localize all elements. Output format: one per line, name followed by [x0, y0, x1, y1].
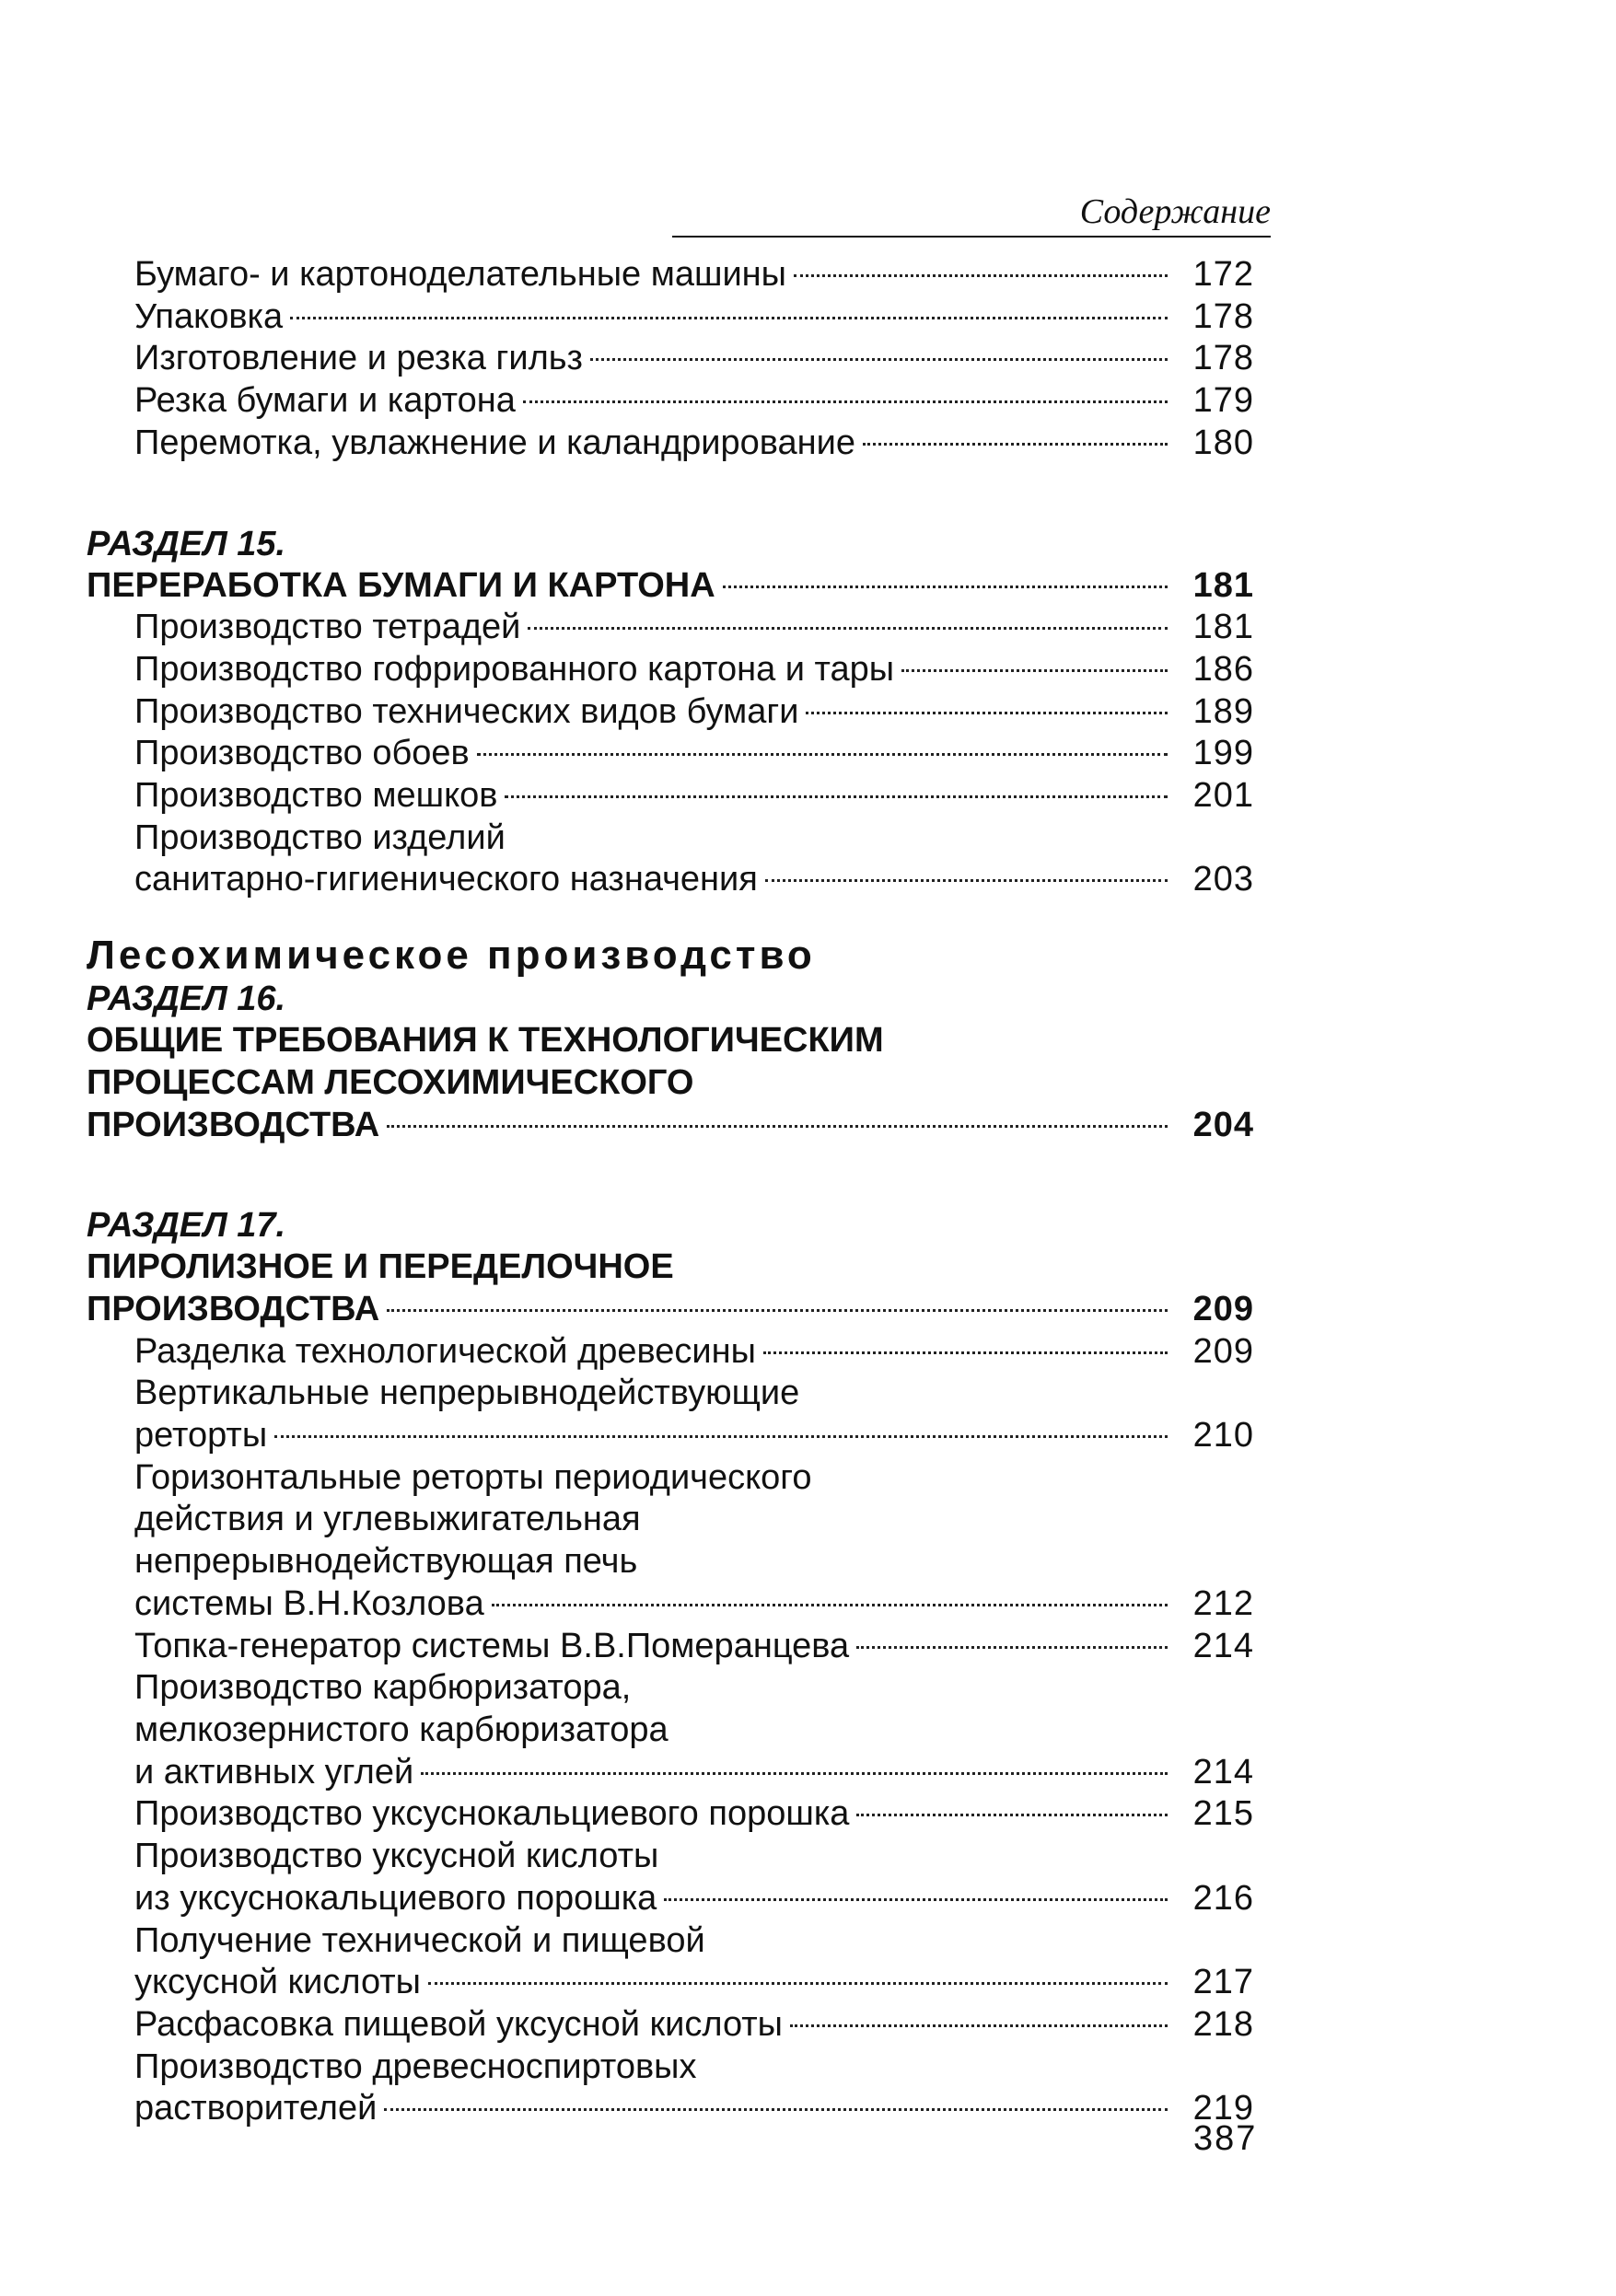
toc-entry-title: Производство древесноспиртовых	[134, 2047, 697, 2086]
toc-entry-line[interactable]	[87, 1836, 1254, 1878]
section-heading-line	[87, 1247, 1254, 1289]
toc-entry-title: Производство уксусной кислоты	[134, 1837, 659, 1876]
toc-entry[interactable]	[87, 691, 1254, 734]
toc-entry-page: 181	[1192, 608, 1254, 647]
toc-entry-page: 214	[1192, 1626, 1254, 1665]
toc-entry-title: системы В.Н.Козлова	[134, 1583, 484, 1623]
spacer	[87, 1146, 1254, 1205]
section-heading-entry[interactable]	[87, 565, 1254, 608]
toc-entry-title: Расфасовка пищевой уксусной кислоты	[134, 2004, 783, 2044]
section-title: ОБЩИЕ ТРЕБОВАНИЯ К ТЕХНОЛОГИЧЕСКИМ	[87, 1021, 884, 1061]
toc-entry-page: 199	[1192, 734, 1254, 773]
toc-entry-title: мелкозернистого карбюризатора	[134, 1710, 668, 1749]
dot-leader	[664, 1898, 1168, 1901]
spacer	[87, 901, 1254, 933]
toc-entry-title: Горизонтальные реторты периодического	[134, 1457, 812, 1497]
toc-entry[interactable]	[87, 423, 1254, 465]
toc-entry-title: растворителей	[134, 2089, 378, 2128]
toc-entry-page: 216	[1192, 1878, 1254, 1918]
dot-leader	[387, 1309, 1168, 1312]
dot-leader	[863, 443, 1168, 446]
toc-entry-title: Получение технической и пищевой	[134, 1920, 705, 1960]
section-title: ПРОИЗВОДСТВА	[87, 1289, 380, 1328]
toc-entry-page: 219	[1192, 2089, 1254, 2128]
toc-entry-line[interactable]	[87, 1541, 1254, 1583]
toc-entry-line[interactable]	[87, 1920, 1254, 1963]
toc-entry-title: Упаковка	[134, 296, 284, 336]
dot-leader	[523, 400, 1168, 403]
toc-entry[interactable]	[87, 649, 1254, 691]
toc-entry[interactable]	[87, 1626, 1254, 1668]
toc-entry-title: Производство изделий	[134, 818, 506, 857]
toc-entry[interactable]	[87, 296, 1254, 339]
toc-entry-title: Перемотка, увлажнение и каландрирование	[134, 423, 856, 462]
toc-entry-line[interactable]	[87, 2047, 1254, 2089]
header-rule	[672, 236, 1271, 238]
section-heading-entry[interactable]	[87, 1105, 1254, 1147]
toc-entry[interactable]	[87, 1331, 1254, 1374]
toc-entry-page: 178	[1192, 296, 1254, 336]
dot-leader	[477, 753, 1168, 756]
dot-leader	[528, 627, 1168, 630]
toc-entry-page: 218	[1192, 2004, 1254, 2044]
toc-entry[interactable]	[87, 2004, 1254, 2047]
toc-entry-page: 181	[1192, 565, 1254, 605]
section-heading-line	[87, 1020, 1254, 1062]
section-label: РАЗДЕЛ 17.	[87, 1206, 286, 1246]
toc-entry-title: реторты	[134, 1416, 268, 1455]
toc-entry-title: Производство гофрированного картона и тары	[134, 649, 895, 689]
toc-entry-page: 178	[1192, 339, 1254, 378]
dot-leader	[806, 712, 1168, 714]
toc-entry-title: действия и углевыжигательная	[134, 1500, 641, 1539]
toc-entry-title: Производство тетрадей	[134, 608, 521, 647]
toc-entry-title: Производство обоев	[134, 734, 470, 773]
toc-entry-page: 204	[1192, 1105, 1254, 1144]
section-label: РАЗДЕЛ 15.	[87, 524, 286, 563]
toc-entry-title: Вертикальные непрерывнодействующие	[134, 1374, 800, 1413]
toc-entry-page: 179	[1192, 381, 1254, 421]
toc-entry-page: 172	[1192, 255, 1254, 294]
dot-leader	[505, 795, 1168, 798]
dot-leader	[421, 1772, 1168, 1775]
toc-entry[interactable]	[87, 1752, 1254, 1794]
part-title: Лесохимическое производство	[87, 933, 816, 979]
toc-entry-page: 180	[1192, 423, 1254, 462]
dot-leader	[384, 2108, 1168, 2111]
toc-entry-page: 189	[1192, 691, 1254, 731]
section-heading-line	[87, 1062, 1254, 1105]
toc-entry-line[interactable]	[87, 1499, 1254, 1541]
dot-leader	[723, 586, 1168, 588]
toc-entry-title: Резка бумаги и картона	[134, 381, 516, 421]
running-header	[672, 191, 1271, 239]
toc-entry[interactable]	[87, 733, 1254, 775]
dot-leader	[790, 2024, 1168, 2027]
toc-entry-line[interactable]	[87, 1373, 1254, 1415]
toc-entry-page: 215	[1192, 1794, 1254, 1834]
dot-leader	[387, 1125, 1168, 1128]
toc-entry-title: Топка-генератор системы В.В.Померанцева	[134, 1626, 850, 1665]
toc-entry-page: 209	[1192, 1331, 1254, 1371]
toc-entry-line[interactable]	[87, 1710, 1254, 1752]
toc-entry-line[interactable]	[87, 1457, 1254, 1500]
section-title: ПЕРЕРАБОТКА БУМАГИ И КАРТОНА	[87, 565, 715, 605]
toc-entry-title: Бумаго- и картоноделательные машины	[134, 255, 786, 294]
toc-entry-page: 217	[1192, 1963, 1254, 2002]
toc-entry-title: Производство технических видов бумаги	[134, 691, 799, 731]
toc-entry-line[interactable]	[87, 818, 1254, 860]
dot-leader	[590, 358, 1168, 361]
header-title: Содержание	[1079, 192, 1271, 231]
section-title: ПРОИЗВОДСТВА	[87, 1105, 380, 1144]
section-title: ПРОЦЕССАМ ЛЕСОХИМИЧЕСКОГО	[87, 1062, 694, 1102]
toc-entry-line[interactable]	[87, 1667, 1254, 1710]
toc-entry[interactable]	[87, 607, 1254, 649]
dot-leader	[763, 1351, 1168, 1354]
page-number: 387	[1193, 2119, 1258, 2158]
toc-entry-title: из уксуснокальциевого порошка	[134, 1878, 657, 1918]
toc-entry[interactable]	[87, 1415, 1254, 1457]
toc-entry[interactable]	[87, 1583, 1254, 1626]
toc-entry[interactable]	[87, 254, 1254, 296]
toc-entry-title: уксусной кислоты	[134, 1963, 421, 2002]
toc-entry-title: Изготовление и резка гильз	[134, 339, 583, 378]
toc-entry[interactable]	[87, 1793, 1254, 1836]
toc-entry-title: и активных углей	[134, 1752, 414, 1792]
toc-entry[interactable]	[87, 1878, 1254, 1920]
dot-leader	[856, 1814, 1168, 1816]
dot-leader	[765, 879, 1168, 882]
toc-entry-page: 212	[1192, 1583, 1254, 1623]
toc-entry-page: 214	[1192, 1752, 1254, 1792]
toc-entry[interactable]	[87, 859, 1254, 901]
section-label: РАЗДЕЛ 16.	[87, 980, 286, 1019]
toc-entry-title: Разделка технологической древесины	[134, 1331, 756, 1371]
toc-entry-page: 203	[1192, 860, 1254, 899]
toc-entry-title: санитарно-гигиенического назначения	[134, 860, 758, 899]
toc-entry-title: Производство уксуснокальциевого порошка	[134, 1794, 850, 1834]
toc-entry[interactable]	[87, 2088, 1254, 2130]
spacer	[87, 465, 1254, 524]
toc-entry-title: Производство карбюризатора,	[134, 1668, 632, 1708]
toc-entry-page: 210	[1192, 1416, 1254, 1455]
toc-entry-title: непрерывнодействующая печь	[134, 1542, 638, 1582]
toc-entry[interactable]	[87, 1962, 1254, 2004]
dot-leader	[428, 1982, 1168, 1985]
dot-leader	[901, 669, 1168, 672]
dot-leader	[290, 317, 1168, 319]
toc-entry[interactable]	[87, 338, 1254, 380]
toc-entry-page: 201	[1192, 776, 1254, 816]
dot-leader	[794, 274, 1168, 277]
dot-leader	[856, 1646, 1168, 1649]
table-of-contents	[87, 254, 1254, 2130]
toc-entry-title: Производство мешков	[134, 776, 498, 816]
section-title: ПИРОЛИЗНОЕ И ПЕРЕДЕЛОЧНОЕ	[87, 1247, 674, 1287]
toc-entry[interactable]	[87, 775, 1254, 818]
section-heading-entry[interactable]	[87, 1289, 1254, 1331]
toc-entry[interactable]	[87, 380, 1254, 423]
toc-entry-page: 186	[1192, 649, 1254, 689]
toc-entry-page: 209	[1192, 1289, 1254, 1328]
dot-leader	[274, 1435, 1168, 1438]
dot-leader	[492, 1604, 1168, 1606]
